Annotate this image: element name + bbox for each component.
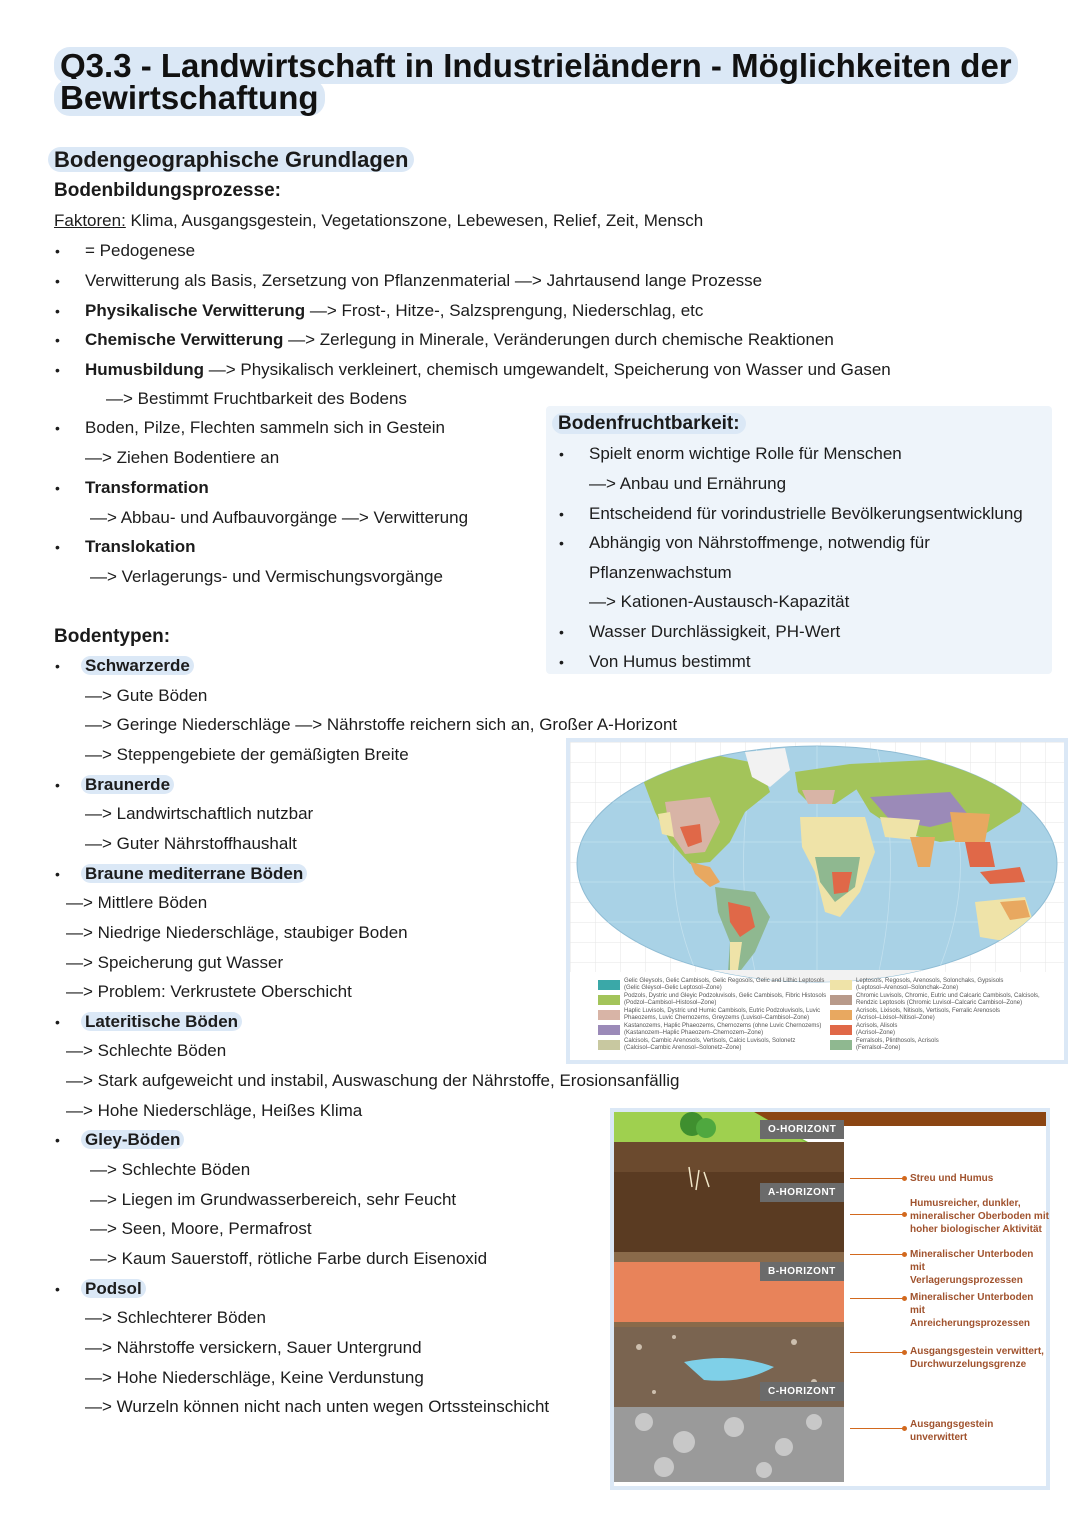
label-connector [850,1178,905,1179]
line-text: —> Seen, Moore, Permafrost [90,1219,312,1238]
soil-type-detail [85,745,409,765]
soil-type-detail [85,1397,549,1417]
bodentypen-heading: Bodentypen: [54,626,171,647]
bodenbildung-item [55,537,196,557]
item-text: Von Humus bestimmt [589,652,751,671]
line-text: Lateritische Böden [81,1012,242,1031]
label-connector [850,1428,905,1429]
soil-type-detail [66,982,352,1002]
line-text: —> Schlechterer Böden [85,1308,266,1327]
legend-swatch [830,1040,852,1050]
bodenbildung-item [90,508,468,528]
item-bold: Translokation [85,537,196,556]
soil-type-detail [66,893,207,913]
horizon-label [910,1291,1050,1330]
legend-text [624,1038,795,1052]
label-connector-dot [902,1426,907,1431]
bullet-dot: • [55,866,60,882]
line-text: —> Steppengebiete der gemäßigten Breite [85,745,409,764]
fruchtbarkeit-item [559,652,751,672]
line-text: Gley-Böden [81,1130,184,1149]
bodenbildung-item [55,241,196,261]
fruchtbarkeit-heading: Bodenfruchtbarkeit: [552,413,746,435]
fruchtbarkeit-item [559,444,902,464]
bullet-dot: • [55,1281,60,1297]
soil-type-detail [66,1041,226,1061]
legend-text [624,993,826,1007]
soil-type-heading [55,1279,146,1299]
fruchtbarkeit-item [589,592,849,612]
soil-type-detail [66,923,408,943]
legend-line-2: (Acrisol–Zone) [856,1030,896,1036]
horizon-label [910,1172,1050,1185]
soil-type-heading [55,656,194,676]
line-text: —> Schlechte Böden [90,1160,251,1179]
bodenbildung-item [55,478,209,498]
bullet-dot: • [559,446,564,462]
item-bold: Chemische Verwitterung [85,330,284,349]
line-text: —> Mittlere Böden [66,893,208,912]
bullet-dot: • [559,624,564,640]
horizon-label-line: Verlagerungsprozessen [910,1275,1023,1286]
item-bold: Physikalische Verwitterung [85,301,306,320]
bullet-dot: • [55,658,60,674]
page-title: Q3.3 - Landwirtschaft in Industrieländern - Möglichkeiten der Bewirtschaftung [54,50,1044,114]
bullet-dot: • [55,273,60,289]
line-text: —> Liegen im Grundwasserbereich, sehr Feucht [90,1190,457,1209]
fruchtbarkeit-item [559,622,841,642]
bullet-dot: • [55,362,60,378]
legend-line-1: Haplic Luvisols, Dystric und Humic Cambisols, Eutric Podzoluvisols, Luvic [624,1008,821,1014]
line-text: Braune mediterrane Böden [81,864,307,883]
faktoren-line [54,211,703,231]
legend-swatch [830,1010,852,1020]
horizon-label-line: Humusreicher, dunkler, [910,1198,1021,1209]
bullet-dot: • [55,303,60,319]
item-text: —> Physikalisch verkleinert, chemisch umgewandelt, Speicherung von Wasser und Gasen [203,360,891,379]
bodenbildung-item [55,271,763,291]
bullet-dot: • [55,332,60,348]
soil-type-detail [85,1308,266,1328]
line-text: —> Hohe Niederschläge, Heißes Klima [66,1101,363,1120]
item-text: —> Zerlegung in Minerale, Veränderungen durch chemische Reaktionen [283,330,834,349]
legend-swatch [598,995,620,1005]
legend-text [856,1008,1000,1022]
item-text: Boden, Pilze, Flechten sammeln sich in Gestein [85,418,446,437]
soil-type-heading [55,1012,242,1032]
bullet-dot: • [55,243,60,259]
fruchtbarkeit-item [589,474,786,494]
horizon-tag: B-HORIZONT [760,1262,844,1281]
line-text: Podsol [81,1279,146,1298]
line-text: —> Hohe Niederschläge, Keine Verdunstung [85,1368,424,1387]
item-text: —> Frost-, Hitze-, Salzsprengung, Niederschlag, etc [305,301,704,320]
item-text: Verwitterung als Basis, Zersetzung von Pflanzenmaterial —> Jahrtausend lange Prozesse [85,271,763,290]
legend-text [856,993,1040,1007]
legend-text [856,1038,939,1052]
legend-line-2: Phaeozems, Luvic Chernozems, Greyzems (Luvisol–Cambisol–Zone) [624,1015,810,1021]
section-heading: Bodengeographische Grundlagen [48,147,414,173]
horizon-label-line: Ausgangsgestein [910,1419,994,1430]
soil-type-detail [85,834,297,854]
soil-type-detail [85,1338,422,1358]
label-connector [850,1298,905,1299]
bodenbildung-item [55,360,891,380]
soil-type-detail [85,715,677,735]
soil-type-detail [90,1190,456,1210]
line-text: —> Speicherung gut Wasser [66,953,284,972]
soil-type-detail [66,1101,362,1121]
horizon-label-line: hoher biologischer Aktivität [910,1224,1042,1235]
horizon-label [910,1197,1050,1236]
horizon-tag: A-HORIZONT [760,1183,844,1202]
item-text: —> Kationen-Austausch-Kapazität [589,592,850,611]
legend-line-2: (Podzol–Cambisol–Histosol–Zone) [624,1000,717,1006]
legend-line-2: (Kastanozem–Haplic Phaeozem–Chernozem–Zone) [624,1030,764,1036]
label-connector-dot [902,1212,907,1217]
legend-line-2: (Acrisol–Lixisol–Nitisol–Zone) [856,1015,935,1021]
item-text: —> Bestimmt Fruchtbarkeit des Bodens [106,389,407,408]
faktoren-label: Faktoren: [54,211,126,230]
item-text: Pflanzenwachstum [589,563,732,582]
item-text: Spielt enorm wichtige Rolle für Menschen [589,444,902,463]
horizon-label [910,1345,1050,1371]
legend-text [624,978,824,992]
bullet-dot: • [55,539,60,555]
legend-line-1: Acrisols, Lixisols, Nitisols, Vertisols, Ferralic Arenosols [856,1008,1001,1014]
label-connector-dot [902,1350,907,1355]
legend-line-1: Acrisols, Alisols [856,1023,898,1029]
horizon-label-line: Anreicherungsprozessen [910,1318,1031,1329]
label-connector-dot [902,1252,907,1257]
horizon-label-line: mineralischer Oberboden mit [910,1211,1049,1222]
soil-type-detail [85,1368,424,1388]
soil-type-heading [55,864,307,884]
item-text: —> Abbau- und Aufbauvorgänge —> Verwitterung [90,508,469,527]
line-text: —> Kaum Sauerstoff, rötliche Farbe durch Eisenoxid [90,1249,488,1268]
line-text: —> Gute Böden [85,686,208,705]
soil-type-detail [90,1249,487,1269]
item-text: Entscheidend für vorindustrielle Bevölkerungsentwicklung [589,504,1023,523]
legend-line-1: Chromic Luvisols, Chromic, Eutric und Calcaric Cambisols, Calcisols, [856,993,1040,999]
line-text: —> Problem: Verkrustete Oberschicht [66,982,352,1001]
legend-line-1: Kastanozems, Haplic Phaeozems, Chernozems (ohne Luvic Chernozems) [624,1023,822,1029]
horizon-label [910,1248,1050,1287]
bullet-dot: • [55,1014,60,1030]
fruchtbarkeit-item [589,563,732,583]
bullet-dot: • [559,535,564,551]
soil-type-detail [66,953,283,973]
soil-type-detail [66,1071,679,1091]
line-text: —> Stark aufgeweicht und instabil, Auswaschung der Nährstoffe, Erosionsanfällig [66,1071,680,1090]
bullet-dot: • [55,420,60,436]
horizon-label [910,1418,1050,1444]
bodenbildung-item [90,567,443,587]
line-text: —> Niedrige Niederschläge, staubiger Boden [66,923,408,942]
legend-line-1: Podzols, Dystric und Gleyic Podzoluvisols, Gelic Cambisols, Fibric Histosols [624,993,827,999]
line-text: Braunerde [81,775,174,794]
legend-swatch [830,1025,852,1035]
label-connector-dot [902,1176,907,1181]
label-connector [850,1214,905,1215]
bullet-dot: • [55,480,60,496]
label-connector [850,1352,905,1353]
legend-text [624,1008,820,1022]
legend-line-1: Gelic Gleysols, Gelic Cambisols, Gelic Regosols, Gelic and Lithic Leptosols [624,978,825,984]
bullet-dot: • [55,1132,60,1148]
item-bold: Transformation [85,478,209,497]
line-text: Schwarzerde [81,656,194,675]
item-bold: Humusbildung [85,360,204,379]
legend-text [624,1023,821,1037]
line-text: —> Schlechte Böden [66,1041,227,1060]
faktoren-text: Klima, Ausgangsgestein, Vegetationszone, Lebewesen, Relief, Zeit, Mensch [125,211,704,230]
horizon-label-line: Mineralischer Unterboden mit [910,1249,1034,1273]
bodenbildung-item [55,418,446,438]
line-text: —> Guter Nährstoffhaushalt [85,834,297,853]
horizon-tag: O-HORIZONT [760,1120,844,1139]
horizon-label-line: Ausgangsgestein verwittert, [910,1346,1044,1357]
item-text: —> Anbau und Ernährung [589,474,787,493]
legend-swatch [598,1040,620,1050]
item-text: —> Ziehen Bodentiere an [85,448,280,467]
item-text: Abhängig von Nährstoffmenge, notwendig für [589,533,930,552]
horizon-label-line: unverwittert [910,1432,968,1443]
fruchtbarkeit-item [559,533,930,553]
label-connector-dot [902,1296,907,1301]
bodenbildung-item [55,330,834,350]
soil-type-detail [90,1160,250,1180]
bullet-dot: • [559,654,564,670]
legend-line-1: Ferralsols, Plinthosols, Acrisols [856,1038,939,1044]
bodenbildung-item [85,448,279,468]
legend-swatch [598,1025,620,1035]
legend-line-2: (Gelic Gleysol–Gelic Leptosol–Zone) [624,985,722,991]
legend-line-2: (Ferralsol–Zone) [856,1045,901,1051]
bodenbildung-item [106,389,407,409]
legend-swatch [598,980,620,990]
line-text: —> Landwirtschaftlich nutzbar [85,804,314,823]
fruchtbarkeit-item [559,504,1023,524]
bodenbildung-item [55,301,704,321]
legend-line-1: Calcisols, Cambic Arenosols, Vertisols, Calcic Luvisols, Solonetz [624,1038,796,1044]
soil-type-detail [85,804,313,824]
item-text: —> Verlagerungs- und Vermischungsvorgänge [90,567,443,586]
soil-type-heading [55,1130,184,1150]
item-text: = Pedogenese [85,241,196,260]
item-text: Wasser Durchlässigkeit, PH-Wert [589,622,841,641]
legend-text [856,978,1003,992]
soil-type-detail [90,1219,312,1239]
bullet-dot: • [55,777,60,793]
legend-swatch [830,980,852,990]
bullet-dot: • [559,506,564,522]
soil-type-heading [55,775,174,795]
line-text: —> Wurzeln können nicht nach unten wegen Ortssteinschicht [85,1397,550,1416]
horizon-label-line: Durchwurzelungsgrenze [910,1359,1027,1370]
horizon-label-line: Streu und Humus [910,1173,994,1184]
label-connector [850,1254,905,1255]
horizon-label-line: Mineralischer Unterboden mit [910,1292,1034,1316]
line-text: —> Nährstoffe versickern, Sauer Untergrund [85,1338,422,1357]
legend-line-2: Rendzic Leptosols (Chromic Luvisol–Calcaric Cambisol–Zone) [856,1000,1023,1006]
soil-type-detail [85,686,207,706]
horizon-tag: C-HORIZONT [760,1382,844,1401]
legend-line-1: Leptosols, Regosols, Arenosols, Solonchaks, Gypsisols [856,978,1004,984]
legend-text [856,1023,897,1037]
bodenbildung-heading: Bodenbildungsprozesse: [54,180,281,201]
line-text: —> Geringe Niederschläge —> Nährstoffe reichern sich an, Großer A-Horizont [85,715,678,734]
legend-swatch [598,1010,620,1020]
legend-line-2: (Leptosol–Arenosol–Solonchak–Zone) [856,985,959,991]
legend-line-2: (Calcisol–Cambic Arenosol–Solonetz–Zone) [624,1045,742,1051]
legend-swatch [830,995,852,1005]
